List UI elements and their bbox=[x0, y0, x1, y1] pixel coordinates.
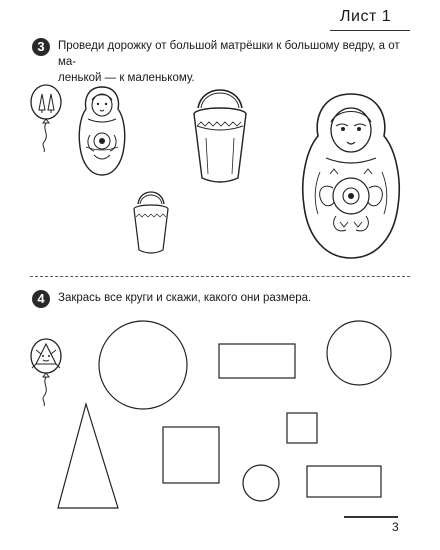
footer-rule bbox=[344, 516, 398, 518]
task-number-badge: 3 bbox=[32, 38, 50, 56]
task-3-line-2: ленькой — к маленькому. bbox=[58, 72, 195, 84]
small-matryoshka bbox=[74, 85, 130, 177]
page-number: 3 bbox=[392, 520, 399, 534]
triangle bbox=[56, 402, 120, 512]
large-circle bbox=[98, 320, 188, 410]
task-4-instruction: Закрась все круги и скажи, какого они размера. bbox=[58, 292, 312, 304]
task-number-badge: 4 bbox=[32, 290, 50, 308]
square bbox=[162, 426, 222, 486]
sheet-label: Лист 1 bbox=[340, 8, 392, 25]
medium-circle bbox=[326, 320, 392, 386]
flat-rectangle bbox=[306, 464, 384, 500]
rectangle bbox=[218, 340, 298, 380]
large-matryoshka bbox=[296, 92, 406, 260]
section-divider bbox=[30, 276, 410, 277]
sheet-label-underline bbox=[330, 30, 410, 31]
balloon-tree-icon bbox=[28, 82, 68, 152]
small-circle bbox=[242, 464, 280, 502]
small-square bbox=[286, 412, 318, 444]
small-bucket bbox=[130, 186, 176, 256]
task-3-line-1: Проведи дорожку от большой матрёшки к большому ведру, а от ма- bbox=[58, 40, 400, 68]
balloon-triangle-icon bbox=[28, 336, 68, 406]
large-bucket bbox=[188, 78, 258, 188]
